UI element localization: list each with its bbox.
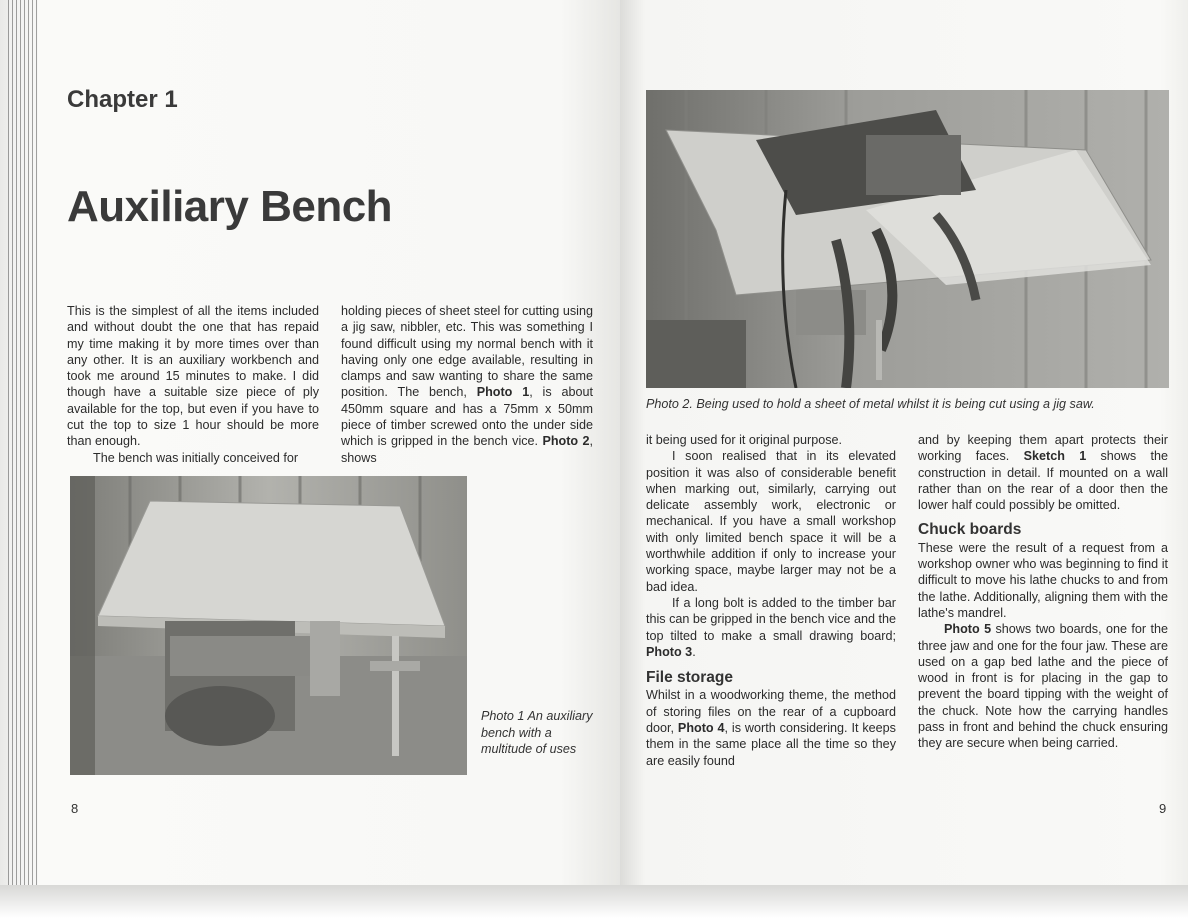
- photo-reference: Photo 5: [944, 622, 992, 637]
- paragraph: Photo 5 shows two boards, one for the three jaw and one for the four jaw. These are used on a gap bed lathe and the piece of wood in front is for placing in the gap to prevent the board tipping with the weight of the chuck. Note how the carrying handles pass in front and behind the chuck ensuring they are secure when being carried.: [918, 622, 1168, 751]
- paragraph: and by keeping them apart protects their working faces. Sketch 1 shows the construction in detail. If mounted on a wall rather than on the rear of a door then the lower half could possibly be omitted.: [918, 433, 1168, 513]
- photo-reference: Photo 1: [476, 385, 530, 400]
- page-edges: [8, 0, 38, 890]
- chapter-label: Chapter 1: [67, 86, 178, 113]
- chapter-title: Auxiliary Bench: [67, 182, 393, 231]
- photo-reference: Photo 2: [542, 434, 590, 449]
- section-heading: File storage: [646, 669, 733, 687]
- bottom-shadow: [0, 885, 1188, 918]
- paragraph: Whilst in a woodworking theme, the method of storing files on the rear of a cupboard door, Photo 4, is worth considering. It keeps them in the same place all the time so they are easily found: [646, 688, 896, 768]
- page-number-right: 9: [1159, 801, 1167, 816]
- right-column-1: [646, 432, 896, 769]
- left-column-1: [67, 303, 319, 466]
- paragraph: These were the result of a request from a workshop owner who was beginning to find it difficult to move his lathe chucks to and from the lathe. Additionally, aligning them with the lathe's mandrel.: [918, 540, 1168, 620]
- paragraph: If a long bolt is added to the timber bar this can be gripped in the bench vice and the top tilted to make a small drawing board; Photo 3.: [646, 595, 896, 659]
- photo-reference: Photo 3: [646, 644, 693, 659]
- paragraph: it being used for it original purpose.: [646, 433, 843, 447]
- photo-1-caption: Photo 1 An auxiliary bench with a multitude of uses: [481, 709, 593, 756]
- paragraph: I soon realised that in its elevated position it was also of considerable benefit when marking out, similarly, carrying out delicate assembly work, electronic or mechanical. If you have a small workshop with only limited bench space it will be a worthwhile addition if only to increase your working space, maybe larger may not be a bad idea.: [646, 449, 896, 594]
- photo-2-caption: Photo 2. Being used to hold a sheet of metal whilst it is being cut using a jig saw.: [646, 397, 1095, 411]
- section-heading: Chuck boards: [918, 521, 1022, 539]
- sketch-reference: Sketch 1: [1023, 449, 1087, 464]
- left-column-2: [341, 303, 593, 466]
- paragraph: holding pieces of sheet steel for cutting using a jig saw, nibbler, etc. This was something I found difficult using my normal bench with it having only one edge available, resulting in clamps and saw wanting to share the same position. The bench, Photo 1, is about 450mm square and has a 75mm x 50mm piece of timber screwed onto the under side which is gripped in the bench vice. Photo 2, shows: [341, 304, 593, 465]
- page-number-left: 8: [71, 801, 79, 816]
- right-column-2: [918, 432, 1168, 752]
- photo-1: [70, 476, 467, 775]
- paragraph: This is the simplest of all the items included and without doubt the one that has repaid my time making it by more times over than any other. It is an auxiliary workbench and took me around 15 minutes to make. I did though have a suitable size piece of ply available for the top, but even if you have to cut the top to size 1 hour should be more than enough.: [67, 304, 319, 449]
- photo-2: [646, 90, 1169, 388]
- photo-reference: Photo 4: [677, 721, 725, 736]
- paragraph: The bench was initially conceived for: [93, 450, 299, 465]
